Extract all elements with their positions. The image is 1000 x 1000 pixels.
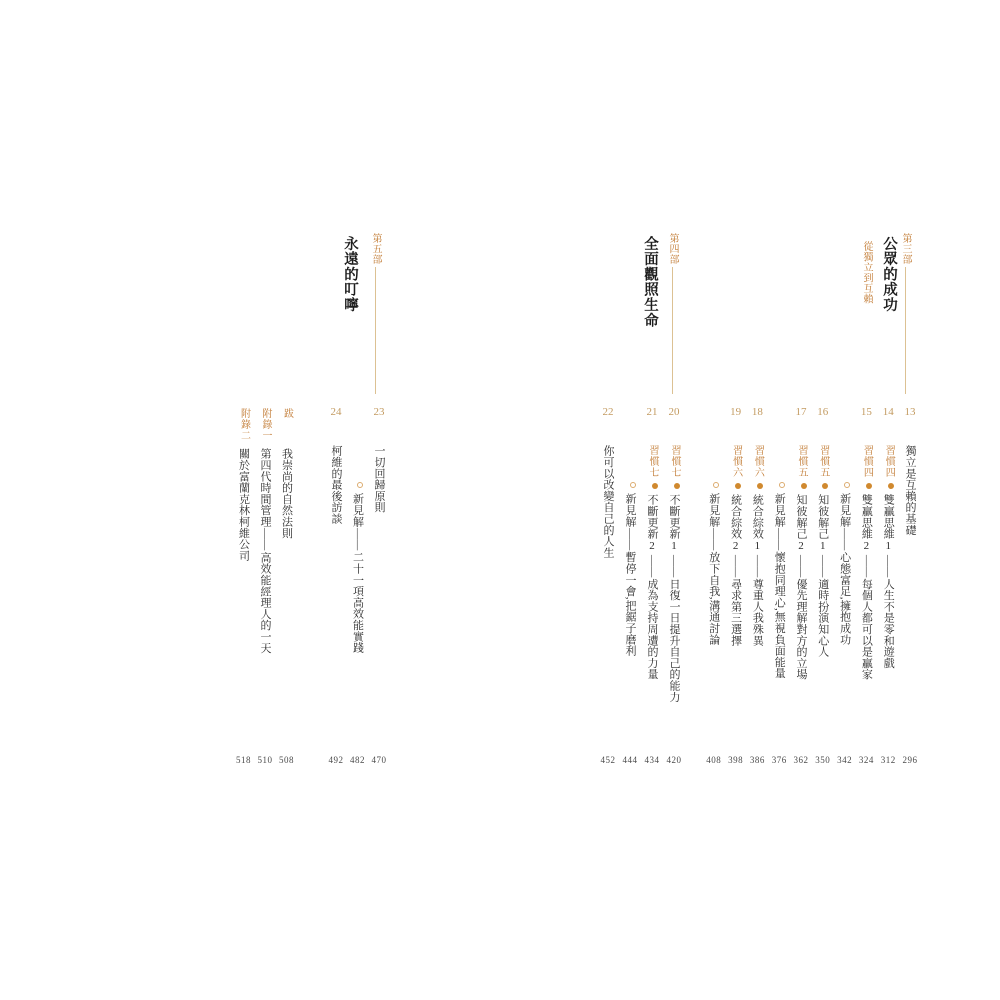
entry-dash: —— [259, 528, 271, 551]
page-number: 312 [880, 755, 896, 765]
entry-title-number: 1 [816, 540, 829, 553]
page-number: 508 [279, 755, 294, 765]
appendix-entry [254, 448, 276, 768]
entry-title: 不斷更新 [646, 494, 658, 540]
entry-title: 獨立是互賴的基礎 [904, 445, 916, 536]
entry-subtitle: 放下自我,溝通討論 [707, 551, 720, 645]
entry-title-number: 2 [860, 540, 873, 553]
chapter-entry [597, 445, 619, 765]
habit-dot-icon [888, 483, 894, 489]
habit-label: 習慣七 [669, 445, 680, 478]
entry-subtitle: 二十一項高效能實踐 [351, 551, 364, 654]
entry-dash: —— [351, 527, 364, 551]
insight-entry [768, 477, 790, 797]
entry-dash: —— [860, 554, 873, 578]
page-number: 350 [815, 755, 831, 765]
appendix-label: 跋 [281, 408, 293, 419]
entry-subtitle: 尋求第三選擇 [729, 578, 742, 646]
entry-title: 統合綜效 [751, 494, 764, 540]
habit-dot-icon [757, 483, 763, 489]
insight-entry [703, 477, 725, 797]
chapter-number: 24 [330, 406, 342, 418]
habit-label: 習慣四 [883, 445, 895, 478]
entry-title: 知彼解己 [795, 494, 807, 540]
entry-title: 新見解 [351, 493, 364, 527]
section-title: 永遠的叮嚀 [342, 236, 358, 313]
chapter-number: 20 [668, 406, 680, 418]
chapter-entry [855, 445, 877, 765]
insight-dot-icon [713, 482, 719, 488]
chapter-number: 18 [751, 406, 763, 418]
page-number: 510 [257, 755, 273, 765]
chapter-entry [812, 445, 834, 765]
page-number: 376 [771, 755, 787, 765]
chapter-number: 14 [882, 406, 894, 418]
page-number: 386 [749, 755, 765, 765]
section-subtitle: 從獨立到互賴 [861, 241, 872, 304]
page-number: 362 [793, 755, 809, 765]
entry-dash: —— [707, 527, 720, 551]
entry-title: 第四代時間管理 [259, 448, 271, 528]
entry-title: 新見解 [773, 493, 786, 527]
chapter-entry [663, 445, 685, 765]
entry-subtitle: 心態富足,擁抱成功 [838, 551, 851, 645]
entry-dash: —— [624, 527, 636, 551]
section-title: 公眾的成功 [881, 236, 897, 313]
page-number: 482 [350, 755, 365, 765]
entry-title: 雙贏思維 [882, 494, 895, 540]
page-number: 342 [837, 755, 853, 765]
entry-title: 柯維的最後訪談 [330, 445, 342, 525]
habit-dot-icon [801, 483, 807, 489]
entry-title: 統合綜效 [729, 494, 742, 540]
appendix-entry [276, 448, 298, 768]
chapter-entry [746, 445, 768, 765]
entry-subtitle: 適時扮演知心人 [816, 578, 829, 658]
entry-title: 不斷更新 [668, 494, 680, 540]
entry-title: 一切回歸原則 [373, 445, 385, 513]
entry-dash: —— [816, 554, 829, 578]
entry-subtitle: 每個人都可以是贏家 [860, 578, 873, 680]
entry-title: 我崇尚的自然法則 [280, 448, 293, 539]
habit-dot-icon [822, 483, 828, 489]
section-title: 全面觀照生命 [642, 236, 658, 328]
insight-dot-icon [779, 482, 785, 488]
entry-subtitle: 懷抱同理心,無視負面能量 [773, 551, 786, 679]
entry-subtitle: 日復一日提升自己的能力 [668, 578, 680, 703]
part-label: 第四部 [667, 233, 678, 265]
habit-label: 習慣五 [796, 445, 807, 478]
entry-title-number: 1 [668, 540, 680, 553]
entry-dash: —— [751, 554, 764, 578]
chapter-number: 16 [817, 406, 829, 418]
habit-dot-icon [735, 483, 741, 489]
section-divider-line [672, 267, 673, 394]
entry-title: 雙贏思維 [860, 494, 873, 540]
chapter-entry [368, 445, 390, 765]
chapter-number: 13 [904, 406, 916, 418]
chapter-number: 17 [795, 406, 807, 418]
section-divider-line [375, 267, 376, 394]
chapter-entry [899, 445, 921, 765]
entry-dash: —— [773, 527, 786, 551]
habit-label: 習慣四 [861, 445, 873, 478]
habit-label: 習慣六 [752, 445, 764, 478]
page-number: 434 [644, 755, 660, 765]
entry-title-number: 1 [882, 540, 895, 553]
entry-title-number: 2 [729, 540, 742, 553]
page-number: 492 [328, 755, 344, 765]
page-number: 470 [371, 755, 387, 765]
insight-entry [619, 477, 641, 797]
chapter-entry [725, 445, 747, 765]
insight-dot-icon [357, 482, 363, 488]
insight-dot-icon [844, 482, 850, 488]
chapter-number: 19 [730, 406, 742, 418]
chapter-number: 23 [373, 406, 385, 418]
entry-subtitle: 優先理解對方的立場 [795, 578, 807, 680]
habit-label: 習慣六 [730, 445, 742, 478]
page-number: 444 [622, 755, 638, 765]
part-label: 第五部 [370, 233, 381, 265]
page-number: 518 [236, 755, 251, 765]
chapter-entry [790, 445, 812, 765]
entry-title-number: 2 [646, 540, 658, 553]
chapter-number: 15 [860, 406, 872, 418]
entry-subtitle: 成為支持周遭的力量 [646, 578, 658, 680]
page-number: 408 [706, 755, 722, 765]
page-number: 296 [902, 755, 918, 765]
appendix-label: 附錄二 [238, 408, 250, 441]
entry-title: 知彼解己 [816, 494, 829, 540]
section-divider-line [905, 267, 906, 394]
entry-subtitle: 人生不是零和遊戲 [882, 578, 895, 669]
entry-dash: —— [668, 554, 680, 578]
chapter-entry [641, 445, 663, 765]
habit-label: 習慣七 [647, 445, 658, 478]
entry-dash: —— [882, 554, 895, 578]
habit-dot-icon [674, 483, 680, 489]
entry-dash: —— [646, 554, 658, 578]
entry-subtitle: 尊重人我殊異 [751, 578, 764, 646]
entry-title: 新見解 [707, 493, 720, 527]
chapter-number: 22 [602, 406, 614, 418]
entry-dash: —— [795, 554, 807, 578]
page-number: 398 [728, 755, 744, 765]
entry-title: 新見解 [624, 493, 636, 527]
entry-title: 你可以改變自己的人生 [602, 445, 614, 558]
habit-dot-icon [866, 483, 872, 489]
insight-entry [347, 477, 369, 797]
page-number: 452 [600, 755, 616, 765]
entry-title: 關於富蘭克林柯維公司 [237, 448, 250, 561]
entry-subtitle: 暫停一會,把鋸子磨利 [624, 551, 636, 657]
appendix-label: 附錄一 [260, 408, 271, 441]
entry-dash: —— [838, 527, 851, 551]
page-number: 324 [858, 755, 874, 765]
entry-title-number: 1 [751, 540, 764, 553]
entry-subtitle: 高效能經理人的一天 [259, 551, 271, 654]
entry-title-number: 2 [795, 540, 807, 553]
entry-dash: —— [729, 554, 742, 578]
page-number: 420 [666, 755, 682, 765]
insight-dot-icon [630, 482, 636, 488]
insight-entry [834, 477, 856, 797]
habit-label: 習慣五 [817, 445, 829, 478]
appendix-entry [233, 448, 255, 768]
chapter-number: 21 [646, 406, 658, 418]
chapter-entry [325, 445, 347, 765]
chapter-entry [877, 445, 899, 765]
habit-dot-icon [652, 483, 658, 489]
entry-title: 新見解 [838, 493, 851, 527]
part-label: 第三部 [900, 233, 911, 265]
